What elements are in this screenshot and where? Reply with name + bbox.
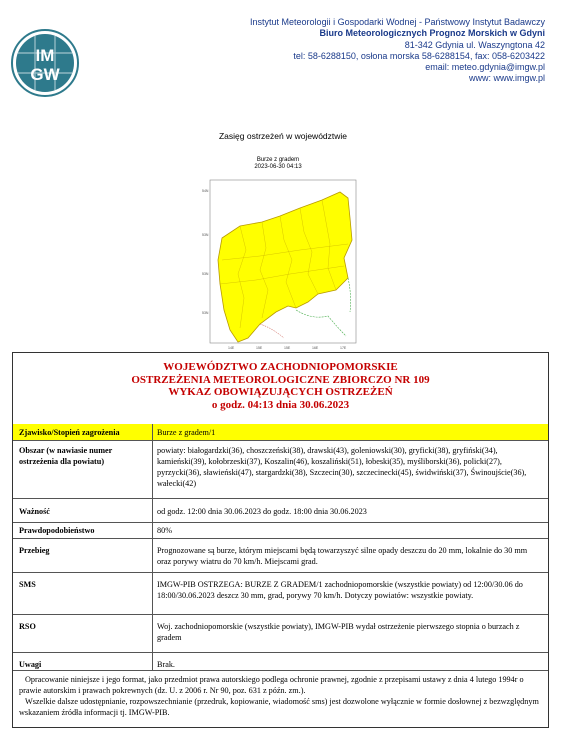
row-key: Uwagi [19, 660, 42, 669]
y-tick-0: 54N [202, 189, 209, 193]
title-line-list: WYKAZ OBOWIĄZUJĄCYCH OSTRZEŻEŃ [168, 386, 393, 398]
institute-header [250, 17, 545, 85]
table-row-probability [13, 522, 548, 538]
warning-card [12, 352, 549, 728]
x-tick-3: 16E [312, 346, 319, 350]
copyright-paragraph: Opracowanie niniejsze i jego format, jako przedmiot prawa autorskiego podlega ochronie prawnej, zgodnie z przepisami ustawy z dnia 4 lutego 1994r o prawie autorskim i prawach pokrewnych (dz. U. z 2006 r. Nr 90, poz. 631 z późn. zm.). [19, 675, 524, 695]
table-row-validity [13, 498, 548, 522]
copyright-notice [19, 674, 544, 718]
map-phenomenon: Burze z gradem [256, 157, 300, 163]
title-line-time: o godz. 04:13 dnia 30.06.2023 [211, 398, 350, 411]
row-value: Woj. zachodniopomorskie (wszystkie powiaty), IMGW-PIB wydał ostrzeżenie pierwszego stopnia o burzach z gradem [157, 622, 520, 642]
map-subtitle [238, 157, 318, 171]
warning-map [200, 178, 360, 353]
x-tick-1: 15E [256, 346, 263, 350]
address: 81-342 Gdynia ul. Waszyngtona 42 [404, 39, 545, 50]
logo-text-top: IM [35, 46, 55, 65]
row-value: powiaty: białogardzki(36), choszczeński(38), drawski(43), goleniowski(30), gryficki(38), gryfiński(34), kamieński(39), kołobrzeski(37), Koszalin(46), koszaliński(51), łobeski(35), myśliborski(36), policki(27), pyrzycki(36), sławieński(47), stargardzki(38), Szczecin(30), szczecinecki(45), świdwiński(37), Świnoujście(36), wałecki(42) [157, 446, 527, 488]
row-key: Zjawisko/Stopień zagrożenia [19, 428, 120, 437]
table-row-remarks [13, 652, 548, 670]
table-row-area [13, 440, 548, 496]
row-value: IMGW-PIB OSTRZEGA: BURZE Z GRADEM/1 zachodniopomorskie (wszystkie powiaty) od 12:00/30.06 do 18:00/30.06.2023 deszcz 30 mm, grad, porywy 70 km/h. Dotyczy powiatów: wszystkie powiaty. [157, 580, 523, 600]
imgw-logo [10, 28, 80, 98]
title-line-bulletin: OSTRZEŻENIA METEOROLOGICZNE ZBIORCZO NR 109 [131, 373, 430, 386]
logo-text-bottom: GW [30, 65, 60, 84]
row-key: SMS [19, 580, 36, 589]
phone-line: tel: 58-6288150, osłona morska 58-6288154, fax: 058-6203422 [293, 50, 545, 61]
map-timestamp: 2023-06-30 04:13 [254, 164, 302, 170]
x-tick-0: 14E [228, 346, 235, 350]
table-row-sms [13, 572, 548, 614]
warning-title [13, 353, 548, 415]
table-row-phenomenon [13, 424, 548, 440]
map-title: Zasięg ostrzeżeń w województwie [218, 131, 348, 141]
y-tick-2: 53N [202, 272, 209, 276]
x-tick-2: 15E [284, 346, 291, 350]
row-key: RSO [19, 622, 36, 631]
row-value: Prognozowane są burze, którym miejscami będą towarzyszyć silne opady deszczu do 20 mm, lokalnie do 30 mm oraz porywy wiatru do 70 km/h. Miejscami grad. [157, 546, 528, 566]
row-key: Prawdopodobieństwo [19, 526, 95, 535]
website-line[interactable]: www: www.imgw.pl [468, 73, 545, 84]
row-value: 80% [157, 526, 173, 535]
y-tick-3: 53N [202, 311, 209, 315]
row-key: Ważność [19, 507, 50, 516]
office-name: Biuro Meteorologicznych Prognoz Morskich w Gdyni [319, 28, 545, 39]
email-line: email: meteo.gdynia@imgw.pl [425, 62, 545, 73]
table-row-rso [13, 614, 548, 652]
table-row-course [13, 538, 548, 572]
institute-name: Instytut Meteorologii i Gospodarki Wodnej - Państwowy Instytut Badawczy [250, 17, 545, 27]
redistribution-paragraph: Wszelkie dalsze udostępnianie, rozpowszechnianie (przedruk, kopiowanie, wiadomość sms) jest dozwolone wyłącznie w formie dosłownej z bezwzględnym wskazaniem źródła informacji tj. IMGW-PIB. [19, 697, 539, 717]
row-key: Obszar (w nawiasie numer ostrzeżenia dla powiatu) [19, 446, 113, 466]
row-value: Brak. [157, 660, 175, 669]
y-tick-1: 53N [202, 233, 209, 237]
column-divider [152, 424, 153, 670]
row-value: od godz. 12:00 dnia 30.06.2023 do godz. 18:00 dnia 30.06.2023 [157, 507, 367, 516]
row-key: Przebieg [19, 546, 50, 555]
x-tick-4: 17E [340, 346, 347, 350]
row-value: Burze z gradem/1 [157, 428, 216, 437]
title-line-region: WOJEWÓDZTWO ZACHODNIOPOMORSKIE [163, 361, 398, 373]
